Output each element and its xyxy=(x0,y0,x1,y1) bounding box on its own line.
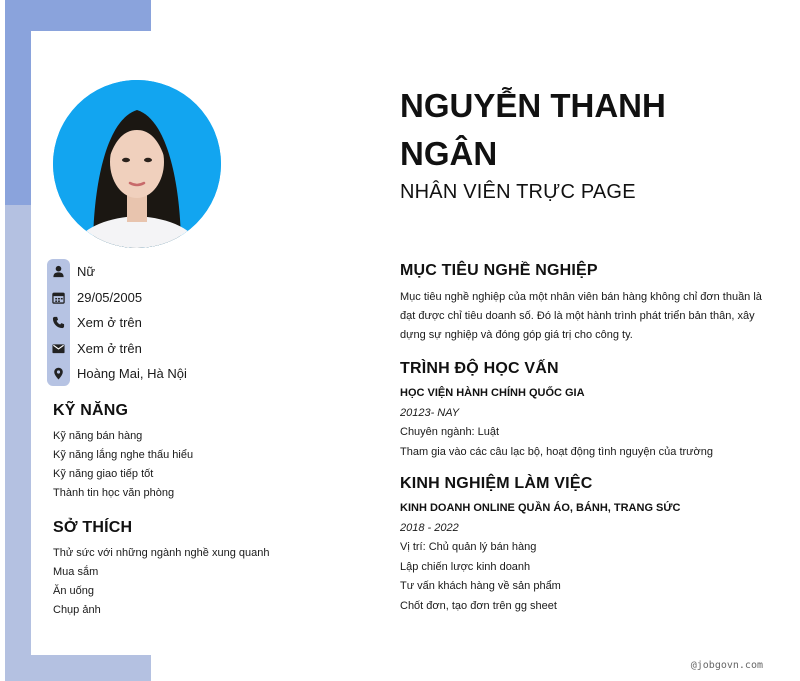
hobby-item: Ăn uống xyxy=(53,585,94,597)
experience-line: Chốt đơn, tạo đơn trên gg sheet xyxy=(400,599,557,612)
company-name: KINH DOANH ONLINE QUẦN ÁO, BÁNH, TRANG SỨC xyxy=(400,502,681,514)
contact-birthday xyxy=(47,285,347,311)
hobbies-heading: SỞ THÍCH xyxy=(53,519,133,536)
contact-email xyxy=(47,336,347,362)
hobby-item: Thử sức với những ngành nghề xung quanh xyxy=(53,547,270,559)
experience-block xyxy=(400,499,770,616)
hobby-item: Mua sắm xyxy=(53,566,99,578)
education-block xyxy=(400,384,770,462)
contact-gender xyxy=(47,259,347,285)
contact-phone xyxy=(47,310,347,336)
school-name: HỌC VIỆN HÀNH CHÍNH QUỐC GIA xyxy=(400,387,585,399)
experience-line: Lập chiến lược kinh doanh xyxy=(400,560,531,573)
footer-watermark: @jobgovn.com xyxy=(690,660,763,671)
skill-item: Kỹ năng lắng nghe thấu hiểu xyxy=(53,449,194,461)
contact-text: Xem ở trên xyxy=(77,340,142,356)
skills-list xyxy=(53,427,193,503)
skill-item: Thành tin học văn phòng xyxy=(53,487,175,499)
location-icon xyxy=(47,367,70,380)
experience-line: Tư vấn khách hàng về sản phẩm xyxy=(400,580,561,592)
profile-photo xyxy=(53,80,221,248)
education-period: 20123- NAY xyxy=(400,406,460,419)
contact-text: Xem ở trên xyxy=(77,315,142,331)
education-line: Chuyên ngành: Luật xyxy=(400,426,500,438)
phone-icon xyxy=(47,316,70,329)
contact-address xyxy=(47,361,347,387)
education-heading: TRÌNH ĐỘ HỌC VẤN xyxy=(400,360,559,377)
person-icon xyxy=(47,265,70,278)
contact-text: Hoàng Mai, Hà Nội xyxy=(77,366,187,382)
calendar-icon xyxy=(47,291,70,304)
hobbies-list xyxy=(53,544,269,620)
experience-line: Vị trí: Chủ quản lý bán hàng xyxy=(400,541,537,553)
contact-text: 29/05/2005 xyxy=(77,289,143,305)
skills-heading: KỸ NĂNG xyxy=(53,402,129,419)
job-title: NHÂN VIÊN TRỰC PAGE xyxy=(400,181,636,203)
objective-heading: MỤC TIÊU NGHỀ NGHIỆP xyxy=(400,262,598,279)
education-line: Tham gia vào các câu lạc bộ, hoạt động tình nguyện của trường xyxy=(400,445,713,458)
skill-item: Kỹ năng giao tiếp tốt xyxy=(53,468,154,480)
contact-info xyxy=(47,259,347,387)
contact-text: Nữ xyxy=(77,264,96,280)
candidate-name: NGUYỄN THANH NGÂN xyxy=(400,87,666,172)
email-icon xyxy=(47,342,70,355)
experience-period: 2018 - 2022 xyxy=(400,521,459,534)
experience-heading: KINH NGHIỆM LÀM VIỆC xyxy=(400,475,593,492)
skill-item: Kỹ năng bán hàng xyxy=(53,430,143,442)
hobby-item: Chụp ảnh xyxy=(53,604,101,616)
objective-text: Mục tiêu nghề nghiệp của một nhân viên bán hàng không chỉ đơn thuần là đạt được chỉ tiêu doanh số. Đó là một hành trình phát triển bản thân, xây dựng sự nghiệp và đóng góp giá trị cho công ty. xyxy=(400,291,762,341)
